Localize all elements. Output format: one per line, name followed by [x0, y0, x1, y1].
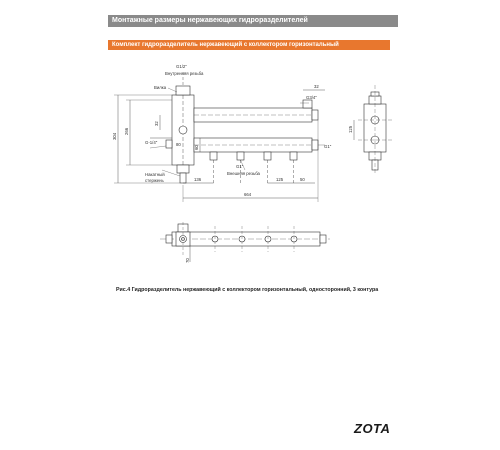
svg-text:G3/4": G3/4" — [306, 95, 317, 100]
svg-text:664: 664 — [244, 192, 252, 197]
svg-text:G1": G1" — [324, 144, 332, 149]
svg-text:125: 125 — [276, 177, 284, 182]
svg-text:Накатный: Накатный — [145, 172, 165, 177]
svg-text:60: 60 — [194, 145, 199, 150]
section-title: Комплект гидроразделитель нержавеющий с коллектором горизонтальный — [108, 40, 390, 50]
svg-text:стержень: стержень — [145, 178, 164, 183]
side-view — [354, 85, 392, 175]
svg-text:G1": G1" — [236, 164, 244, 169]
page-header: Монтажные размеры нержавеющих гидроразделителей — [108, 15, 398, 27]
svg-text:125: 125 — [348, 125, 353, 133]
side-view-labels — [348, 125, 353, 133]
svg-text:266: 266 — [124, 127, 129, 135]
svg-text:50: 50 — [300, 177, 305, 182]
svg-text:Вилка: Вилка — [154, 85, 167, 90]
zota-logo: ZOTA — [354, 421, 391, 436]
svg-text:G1/2": G1/2" — [176, 64, 187, 69]
svg-text:70: 70 — [185, 258, 190, 263]
svg-text:32: 32 — [154, 121, 159, 126]
top-view — [160, 222, 330, 262]
svg-text:136: 136 — [194, 177, 202, 182]
top-view-labels — [185, 258, 190, 263]
svg-text:32: 32 — [314, 84, 319, 89]
svg-text:Внешняя резьба: Внешняя резьба — [227, 171, 260, 176]
svg-text:G-1/4": G-1/4" — [145, 140, 158, 145]
front-view-labels — [112, 64, 332, 197]
svg-text:304: 304 — [112, 132, 117, 140]
figure-caption: Рис.4 Гидроразделитель нержавеющий с коллектором горизонтальный, односторонний, 3 контура — [116, 287, 379, 293]
svg-text:Внутренняя резьба: Внутренняя резьба — [165, 71, 204, 76]
svg-text:80: 80 — [176, 142, 181, 147]
